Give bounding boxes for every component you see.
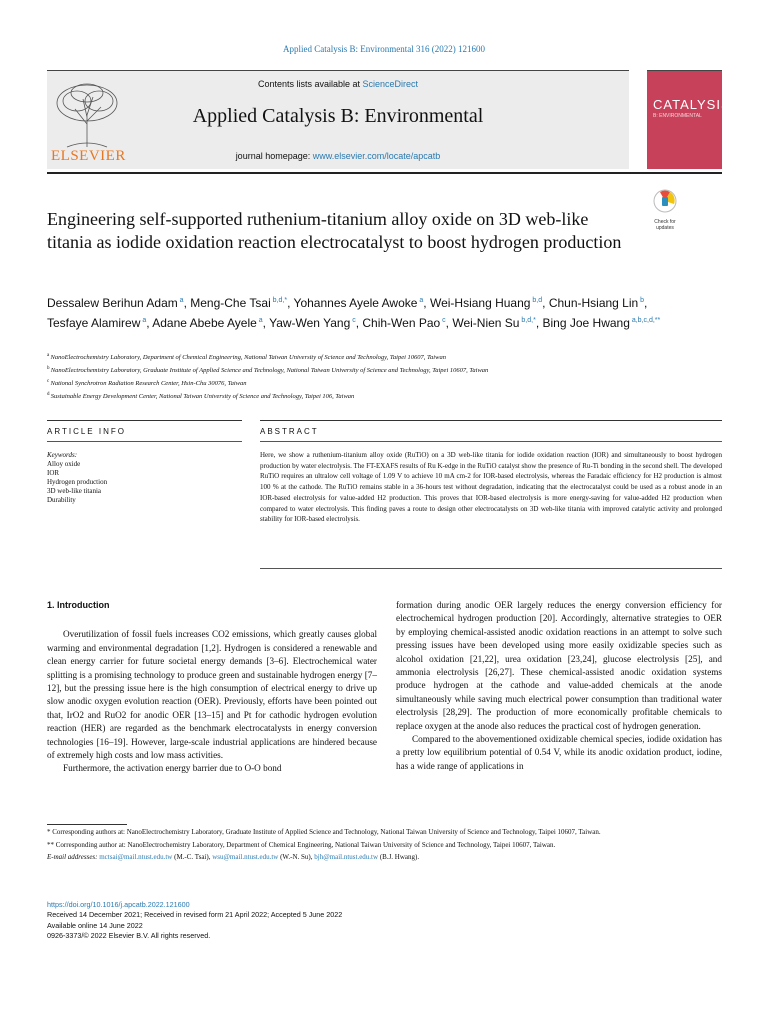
affiliation-text: National Synchrotron Radiation Research Center, Hsin-Chu 30076, Taiwan bbox=[50, 380, 247, 388]
email-owner: (M.-C. Tsai), bbox=[172, 853, 213, 861]
author-name[interactable]: Tesfaye Alamirew bbox=[47, 316, 141, 330]
author-name[interactable]: Chun-Hsiang Lin bbox=[548, 296, 639, 310]
affiliation-text: Sustainable Energy Development Center, National Taiwan University of Science and Technology, Taipei 106, Taiwan bbox=[50, 393, 355, 401]
intro-paragraph-4: Compared to the abovementioned oxidizable chemical species, iodide oxidation has a pretty low equilibrium potential of 0.54 V, while its anodic oxidation product, iodine, has a wide range of applications in bbox=[396, 734, 722, 771]
keyword-item: IOR bbox=[47, 469, 60, 477]
author-affiliation-marker[interactable]: b,d bbox=[530, 297, 543, 304]
affiliations bbox=[47, 350, 687, 403]
running-head[interactable]: Applied Catalysis B: Environmental 316 (2022) 121600 bbox=[283, 44, 485, 54]
available-date: Available online 14 June 2022 bbox=[47, 920, 143, 930]
info-top-rule bbox=[47, 420, 242, 421]
abstract-heading: ABSTRACT bbox=[260, 427, 319, 436]
journal-masthead bbox=[47, 70, 629, 169]
affiliation-text: NanoElectrochemistry Laboratory, Graduate Institute of Applied Science and Technology, National Taiwan University of Science and Technology, Taipei 10607, Taiwan bbox=[50, 367, 489, 375]
footnote-corresponding-2: ** Corresponding author at: NanoElectrochemistry Laboratory, Department of Chemical Engineering, National Taiwan University of Science and Technology, Taipei 10607, Taiwan. bbox=[47, 840, 556, 849]
copyright: 0926-3373/© 2022 Elsevier B.V. All rights reserved. bbox=[47, 931, 211, 941]
author-affiliation-marker[interactable]: c bbox=[440, 317, 446, 324]
keyword-item: Hydrogen production bbox=[47, 478, 108, 486]
intro-paragraph-3: formation during anodic OER largely reduces the energy conversion efficiency for electrochemical hydrogen production [20]. Accordingly, alternative strategies to OER by employing chemical-assisted anodic oxidation reactions in an attempt to solve such pressing issues have been developed using more easily oxidizable species such as alcohol oxidation [21,22], urea oxidation [23,24], glucose electrolysis [25], and ammonia electrolysis [26,27]. These chemical-assisted anodic oxidation systems produce hydrogen at the cathode and value-added chemicals at the anode simultaneously while saving much electrical power consumption than traditional water electrolysis [28,29]. The production of more economically profitable chemicals to replace oxygen at the anode also reduces the practical cost of hydrogen generation. bbox=[396, 600, 722, 731]
email-label: E-mail addresses: bbox=[47, 853, 98, 861]
article-title: Engineering self-supported ruthenium-titanium alloy oxide on 3D web-like titania as iodide oxidation reaction electrocatalyst to boost hydrogen production bbox=[47, 209, 622, 252]
cover-subtitle: B: ENVIRONMENTAL bbox=[653, 113, 702, 119]
affiliation-item bbox=[47, 350, 687, 363]
author-affiliation-marker[interactable]: b,d,* bbox=[270, 297, 288, 304]
author-name[interactable]: Wei-Nien Su bbox=[452, 316, 520, 330]
author-affiliation-marker[interactable]: a bbox=[417, 297, 424, 304]
email-link-tsai[interactable]: mctsai@mail.ntust.edu.tw bbox=[99, 853, 173, 861]
keyword-item: Alloy oxide bbox=[47, 460, 81, 468]
abstract-mid-rule bbox=[260, 441, 722, 442]
affiliation-key: d bbox=[47, 392, 51, 398]
affiliation-item bbox=[47, 376, 687, 389]
publisher-name: ELSEVIER bbox=[51, 148, 126, 164]
intro-heading: 1. Introduction bbox=[47, 600, 110, 610]
email-link-su[interactable]: wsu@mail.ntust.edu.tw bbox=[212, 853, 279, 861]
author-name[interactable]: Bing Joe Hwang bbox=[542, 316, 630, 330]
author-name[interactable]: Wei-Hsiang Huang bbox=[429, 296, 531, 310]
footnotes bbox=[47, 827, 722, 865]
affiliation-key: a bbox=[47, 353, 51, 358]
author-list: Dessalew Berihun Adam $^a$, Meng-Che Tsai $^{b,d,*}$, Yohannes Ayele Awoke $^a$, Wei-Hsiang Huang $^{b,d}$, Chun-Hsiang Lin $^b$, Tesfaye Alamirew $^a$, Adane Abebe Ayele $^a$, Yaw-Wen Yang $^c$, Chih-Wen Pao $^c$, Wei-Nien Su $^{b,d,*}$, Bing Joe Hwang $^{a,b,c,d,**}$ bbox=[47, 296, 661, 330]
author-name[interactable]: Chih-Wen Pao bbox=[362, 316, 441, 330]
body-column-right bbox=[396, 599, 722, 773]
author-affiliation-marker[interactable]: a bbox=[256, 317, 263, 324]
check-for-updates-button[interactable] bbox=[645, 188, 685, 232]
received-dates: Received 14 December 2021; Received in revised form 21 April 2022; Accepted 5 June 2022 bbox=[47, 910, 343, 920]
journal-cover[interactable] bbox=[647, 70, 731, 169]
email-owner: (W.-N. Su), bbox=[278, 853, 315, 861]
publication-info bbox=[47, 900, 722, 942]
abstract-text: Here, we show a ruthenium-titanium alloy oxide (RuTiO) on a 3D web-like titania for iodide oxidation reaction (IOR) and simultaneously to boost hydrogen production by water electrolysis. The FT-EXAFS results of Ru K-edge in the RuTiO catalyst show the presence of Ru-Ti bonding in the second shell. The developed RuTiO requires an ultralow cell voltage of 1.09 V to achieve 10 mA cm-2 for IOR-based electrolysis, whereas the Faradaic efficiency for H2 production is almost 100 % at the cathode. The RuTiO remains stable in a 36-hours test without degradation, indicating that the electrocatalyst could be used as a robust anode in an IOR-based electrolysis for value-added H2 production. This proves that IOR-based electrolysis is more energy-saving for value-added H2 production when compared to water electrolysis. This finding paves a route to design other electrocatalysts on 3D web-like titania with improved catalytic activity and prolonged stability for IOR-based electrolysis. bbox=[260, 451, 722, 524]
keywords-block bbox=[47, 451, 242, 505]
author-name[interactable]: Yohannes Ayele Awoke bbox=[293, 296, 418, 310]
affiliation-text: NanoElectrochemistry Laboratory, Department of Chemical Engineering, National Taiwan University of Science and Technology, Taipei 10607, Taiwan bbox=[50, 354, 446, 362]
homepage-prefix: journal homepage: bbox=[235, 151, 313, 161]
journal-homepage bbox=[47, 151, 629, 161]
article-info-heading: ARTICLE INFO bbox=[47, 427, 126, 436]
check-updates-icon bbox=[652, 188, 678, 214]
sciencedirect-link[interactable]: ScienceDirect bbox=[362, 79, 419, 89]
contents-line bbox=[47, 79, 629, 89]
author-affiliation-marker[interactable]: a bbox=[140, 317, 147, 324]
author-name[interactable]: Adane Abebe Ayele bbox=[152, 316, 257, 330]
author-affiliation-marker[interactable]: b bbox=[638, 297, 645, 304]
author-name[interactable]: Dessalew Berihun Adam bbox=[47, 296, 178, 310]
author-name[interactable]: Meng-Che Tsai bbox=[190, 296, 271, 310]
cover-title: CATALYSIS bbox=[653, 97, 731, 112]
footnote-corresponding-1: * Corresponding authors at: NanoElectrochemistry Laboratory, Graduate Institute of Applied Science and Technology, National Taiwan University of Science and Technology, Taipei 10607, Taiwan. bbox=[47, 828, 601, 836]
affiliation-item bbox=[47, 363, 687, 376]
email-link-hwang[interactable]: bjh@mail.ntust.edu.tw bbox=[314, 853, 379, 861]
author-affiliation-marker[interactable]: c bbox=[350, 317, 356, 324]
homepage-link[interactable]: www.elsevier.com/locate/apcatb bbox=[312, 151, 441, 161]
author-affiliation-marker[interactable]: a bbox=[177, 297, 184, 304]
author-affiliation-marker[interactable]: b,d,* bbox=[519, 317, 536, 324]
author-affiliation-marker[interactable]: a,b,c,d,** bbox=[629, 317, 661, 324]
info-mid-rule bbox=[47, 441, 242, 442]
email-line bbox=[47, 852, 722, 864]
journal-title: Applied Catalysis B: Environmental bbox=[192, 105, 484, 127]
abstract-bottom-rule bbox=[260, 568, 722, 569]
footnote-rule bbox=[47, 824, 127, 825]
author-name[interactable]: Yaw-Wen Yang bbox=[269, 316, 351, 330]
affiliation-key: c bbox=[47, 379, 51, 385]
email-owner: (B.J. Hwang). bbox=[378, 853, 420, 861]
intro-paragraph-2: Furthermore, the activation energy barrier due to O-O bond bbox=[63, 763, 282, 774]
keywords-list bbox=[47, 460, 242, 505]
affiliation-key: b bbox=[47, 366, 51, 372]
keyword-item: 3D web-like titania bbox=[47, 487, 102, 495]
check-updates-label: Check for updates bbox=[654, 219, 676, 231]
intro-paragraph-1: Overutilization of fossil fuels increases CO2 emissions, which greatly causes global warming and environmental degradation [1,2]. Hydrogen is considered a renewable and clean energy carrier for future societal energy demands [3–6]. Electrochemical water splitting is a promising technology to produce green and sustainable hydrogen energy [7–12], but the pressing issue here is the high consumption of electrical energy to drive up slow anodic oxygen evolution reaction (OER). Previously, efforts have been pointed out that, IrO2 and RuO2 for anodic OER [13–15] and Pt for cathodic hydrogen evolution reaction (HER) are regarded as the benchmark electrocatalysts in energy conversion technologies [16–19]. However, large-scale industrial applications are hindered because of extremely high costs and low mass activities. bbox=[47, 629, 377, 761]
masthead-divider bbox=[47, 172, 722, 174]
keyword-item: Durability bbox=[47, 496, 76, 504]
body-column-left bbox=[47, 599, 377, 776]
doi-link[interactable]: https://doi.org/10.1016/j.apcatb.2022.121600 bbox=[47, 900, 190, 909]
affiliation-item bbox=[47, 389, 687, 402]
keywords-label: Keywords: bbox=[47, 451, 78, 459]
contents-prefix: Contents lists available at bbox=[257, 79, 363, 89]
abstract-top-rule bbox=[260, 420, 722, 421]
